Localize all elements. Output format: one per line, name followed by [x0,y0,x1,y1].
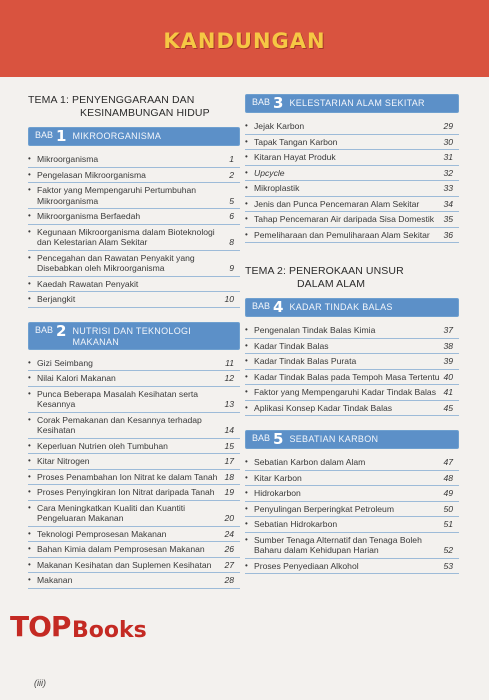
right-column [245,94,459,574]
toc-entry-page: 53 [443,560,453,571]
bullet-icon: • [245,152,248,161]
toc-entry-page: 38 [443,340,453,351]
bullet-icon: • [28,252,31,262]
toc-entry-page: 8 [229,237,234,247]
bab-word: BAB [252,433,271,443]
tema-1-line-1: TEMA 1: PENYENGGARAAN DAN [28,94,195,106]
toc-entry [28,292,240,308]
bullet-icon: • [245,356,248,365]
toc-entry [28,470,240,486]
toc-entry-title: Hidrokarbon [254,488,301,498]
bullet-icon: • [245,371,248,381]
bullet-icon: • [245,560,248,570]
toc-entry-page: 31 [443,152,453,162]
toc-entry-title: Pengelasan Mikroorganisma [37,169,146,180]
bullet-icon: • [245,472,248,482]
toc-entry-title: Mikroorganisma [37,154,99,164]
toc-entry-page: 39 [443,356,453,366]
toc-entry [245,339,459,355]
toc-entry-page: 35 [443,214,453,224]
toc-entry-title: Pemeliharaan dan Pemuliharaan Alam Sekitar [254,229,430,240]
toc-entry [245,181,459,197]
toc-entry-page: 5 [229,195,234,206]
toc-entry [28,183,240,209]
bullet-icon: • [28,154,31,163]
bullet-icon: • [28,414,31,424]
toc-entry [28,454,240,470]
bab-3-header [245,94,459,113]
bullet-icon: • [28,211,31,220]
toc-entry-page: 11 [225,357,234,368]
toc-entry-title: Faktor yang Mempengaruhi Kadar Tindak Balas [254,387,437,397]
bullet-icon: • [28,169,31,179]
toc-entry-title: Nilai Kalori Makanan [37,373,116,383]
toc-entry-page: 33 [443,183,453,193]
toc-entry-page: 37 [443,325,453,335]
bullet-icon: • [28,373,31,382]
bullet-icon: • [28,440,31,450]
tema-2-line-1: TEMA 2: PENEROKAAN UNSUR [245,265,404,277]
toc-entry [245,471,459,487]
bullet-icon: • [28,185,31,194]
bullet-icon: • [245,340,248,350]
toc-entry [245,486,459,502]
bullet-icon: • [245,457,248,466]
bullet-icon: • [245,136,248,146]
toc-entry-title: Proses Penyingkiran Ion Nitrat daripada Tanah [37,487,215,497]
toc-entry [245,533,459,559]
bullet-icon: • [245,183,248,192]
toc-entry [28,439,240,455]
toc-entry-page: 52 [443,545,453,555]
bullet-icon: • [245,198,248,208]
toc-entry-page: 29 [443,121,453,131]
toc-entry [28,485,240,501]
logo-top-text: TOP [10,610,71,643]
toc-entry-title: Kitar Karbon [254,472,302,483]
toc-entry [245,502,459,518]
toc-entry-title: Kaedah Rawatan Penyakit [37,278,139,289]
toc-entry-page: 26 [224,544,234,554]
toc-entry [28,277,240,293]
topbooks-logo [10,610,200,670]
toc-entry-title: Teknologi Pemprosesan Makanan [37,528,167,539]
toc-entry-page: 13 [224,399,234,409]
toc-entry [245,228,459,244]
bullet-icon: • [28,575,31,584]
toc-entry-title: Kadar Tindak Balas pada Tempoh Masa Tertentu [254,371,440,382]
toc-entry-page: 14 [224,425,234,435]
toc-entry-page: 32 [443,167,453,178]
bullet-icon: • [245,387,248,396]
bab-2-list [28,356,240,589]
toc-entry-title: Penyulingan Berperingkat Petroleum [254,503,394,514]
bullet-icon: • [245,519,248,528]
toc-entry-title: Keperluan Nutrien oleh Tumbuhan [37,440,168,451]
bullet-icon: • [245,167,248,177]
toc-entry-page: 45 [443,402,453,413]
toc-entry [28,527,240,543]
toc-entry-page: 20 [224,513,234,523]
bab-number: 1 [56,127,67,145]
toc-entry-page: 34 [443,198,453,209]
bab-1-list [28,152,240,308]
bab-5-header [245,430,459,449]
toc-entry [28,168,240,184]
toc-entry [28,225,240,251]
toc-entry [245,135,459,151]
toc-entry-page: 28 [224,575,234,585]
bullet-icon: • [245,121,248,130]
toc-entry [245,517,459,533]
toc-entry [28,542,240,558]
bab-word: BAB [252,97,271,107]
toc-entry-page: 2 [229,169,234,180]
toc-entry-page: 30 [443,136,453,147]
toc-entry-title: Proses Penyediaan Alkohol [254,560,359,571]
bullet-icon: • [28,471,31,481]
bullet-icon: • [28,294,31,303]
toc-entry-page: 10 [224,294,234,304]
bab-4-header [245,298,459,317]
toc-entry [28,209,240,225]
left-column [28,94,240,589]
toc-entry-page: 47 [443,457,453,467]
bullet-icon: • [245,488,248,497]
toc-entry-page: 41 [443,387,453,397]
bab-5-list [245,455,459,574]
bab-title: SEBATIAN KARBON [289,434,379,444]
toc-entry-page: 6 [229,211,234,221]
toc-entry [28,356,240,372]
header-banner [0,0,489,77]
toc-entry-page: 24 [224,528,234,539]
toc-entry [245,323,459,339]
toc-entry [245,370,459,386]
bullet-icon: • [28,502,31,512]
bullet-icon: • [28,544,31,553]
bab-word: BAB [35,130,54,140]
toc-entry-title: Sebatian Karbon dalam Alam [254,457,366,467]
bab-1-header [28,127,240,146]
toc-entry [245,212,459,228]
toc-entry [245,354,459,370]
toc-entry [245,197,459,213]
toc-entry-page: 19 [224,487,234,497]
toc-entry [28,413,240,439]
bullet-icon: • [245,325,248,334]
toc-entry-title: Jejak Karbon [254,121,305,131]
bullet-icon: • [28,388,31,398]
bab-word: BAB [252,301,271,311]
bab-title: NUTRISI DAN TEKNOLOGI MAKANAN [72,325,192,347]
toc-entry-title: Kegunaan Mikroorganisma dalam Bioteknologi dan Kelestarian Alam Sekitar [37,226,215,247]
bab-number: 3 [273,94,284,112]
toc-entry-title: Mikroplastik [254,183,300,193]
toc-entry-page: 48 [443,472,453,483]
bullet-icon: • [28,357,31,367]
bab-title: KELESTARIAN ALAM SEKITAR [289,98,425,108]
toc-entry-page: 9 [229,263,234,273]
bullet-icon: • [28,456,31,465]
toc-entry-title: Tapak Tangan Karbon [254,136,338,147]
bab-number: 2 [56,321,67,340]
bullet-icon: • [28,278,31,288]
bab-title: KADAR TINDAK BALAS [289,302,393,312]
toc-entry-page: 27 [224,559,234,570]
toc-entry-title: Sebatian Hidrokarbon [254,519,338,529]
toc-entry [245,119,459,135]
tema-1-line-2: KESINAMBUNGAN HIDUP [80,107,210,119]
tema-2-heading [245,265,459,291]
toc-entry [28,558,240,574]
bab-title: MIKROORGANISMA [72,131,162,141]
toc-entry-title: Proses Penambahan Ion Nitrat ke dalam Tanah [37,471,218,482]
toc-entry-title: Bahan Kimia dalam Pemprosesan Makanan [37,544,205,554]
toc-entry-page: 1 [229,154,234,164]
bullet-icon: • [28,226,31,236]
toc-entry [28,387,240,413]
toc-entry-title: Kitar Nitrogen [37,456,90,466]
tema-2-line-2: DALAM ALAM [297,278,366,290]
toc-entry-page: 51 [443,519,453,529]
bullet-icon: • [245,229,248,239]
toc-entry-page: 12 [224,373,234,383]
toc-entry-title: Mikroorganisma Berfaedah [37,211,141,221]
page-number: (iii) [34,678,46,688]
bullet-icon: • [245,214,248,223]
bab-number: 5 [273,430,284,448]
bab-word: BAB [35,324,54,335]
bullet-icon: • [28,487,31,496]
toc-entry-page: 15 [224,440,234,451]
bullet-icon: • [245,534,248,544]
tema-1-heading [28,94,240,120]
bullet-icon: • [28,528,31,538]
toc-entry-page: 50 [443,503,453,514]
bab-2-header [28,322,240,350]
toc-entry-title: Punca Beberapa Masalah Kesihatan serta Kesannya [37,388,198,409]
toc-entry [28,251,240,277]
toc-entry [245,385,459,401]
toc-entry-title: Makanan [37,575,73,585]
toc-entry-page: 36 [443,229,453,240]
toc-entry-title: Kadar Tindak Balas [254,340,329,351]
toc-entry-title: Faktor yang Mempengaruhi Pertumbuhan Mikroorganisma [37,185,197,206]
toc-entry-title: Aplikasi Konsep Kadar Tindak Balas [254,402,393,413]
toc-entry-title: Pencegahan dan Rawatan Penyakit yang Disebabkan oleh Mikroorganisma [37,252,195,273]
toc-entry-page: 18 [224,471,234,482]
bab-number: 4 [273,298,284,316]
toc-entry [28,501,240,527]
toc-entry [245,150,459,166]
logo-books-text: Books [72,618,147,643]
toc-entry-title: Makanan Kesihatan dan Suplemen Kesihatan [37,559,212,570]
toc-entry-title: Gizi Seimbang [37,357,93,368]
toc-entry [28,573,240,589]
toc-entry-title: Pengenalan Tindak Balas Kimia [254,325,376,335]
toc-entry-title: Upcycle [254,167,285,178]
bullet-icon: • [28,559,31,569]
toc-entry-title: Cara Meningkatkan Kualiti dan Kuantiti Pengeluaran Makanan [37,502,186,523]
toc-entry [245,455,459,471]
toc-entry-page: 17 [224,456,234,466]
toc-entry-page: 40 [443,371,453,382]
toc-entry [245,401,459,417]
toc-entry [28,371,240,387]
bab-3-list [245,119,459,243]
toc-entry-page: 49 [443,488,453,498]
page-title: KANDUNGAN [163,29,326,53]
toc-entry-title: Corak Pemakanan dan Kesannya terhadap Kesihatan [37,414,202,435]
bullet-icon: • [245,503,248,513]
toc-entry-title: Tahap Pencemaran Air daripada Sisa Domestik [254,214,435,224]
bab-4-list [245,323,459,416]
toc-entry-title: Berjangkit [37,294,76,304]
toc-entry-title: Jenis dan Punca Pencemaran Alam Sekitar [254,198,420,209]
toc-entry [28,152,240,168]
toc-entry-title: Kadar Tindak Balas Purata [254,356,357,366]
toc-entry [245,559,459,575]
bullet-icon: • [245,402,248,412]
toc-entry [245,166,459,182]
toc-entry-title: Kitaran Hayat Produk [254,152,336,162]
toc-entry-title: Sumber Tenaga Alternatif dan Tenaga Boleh Baharu dalam Kehidupan Harian [254,534,422,555]
